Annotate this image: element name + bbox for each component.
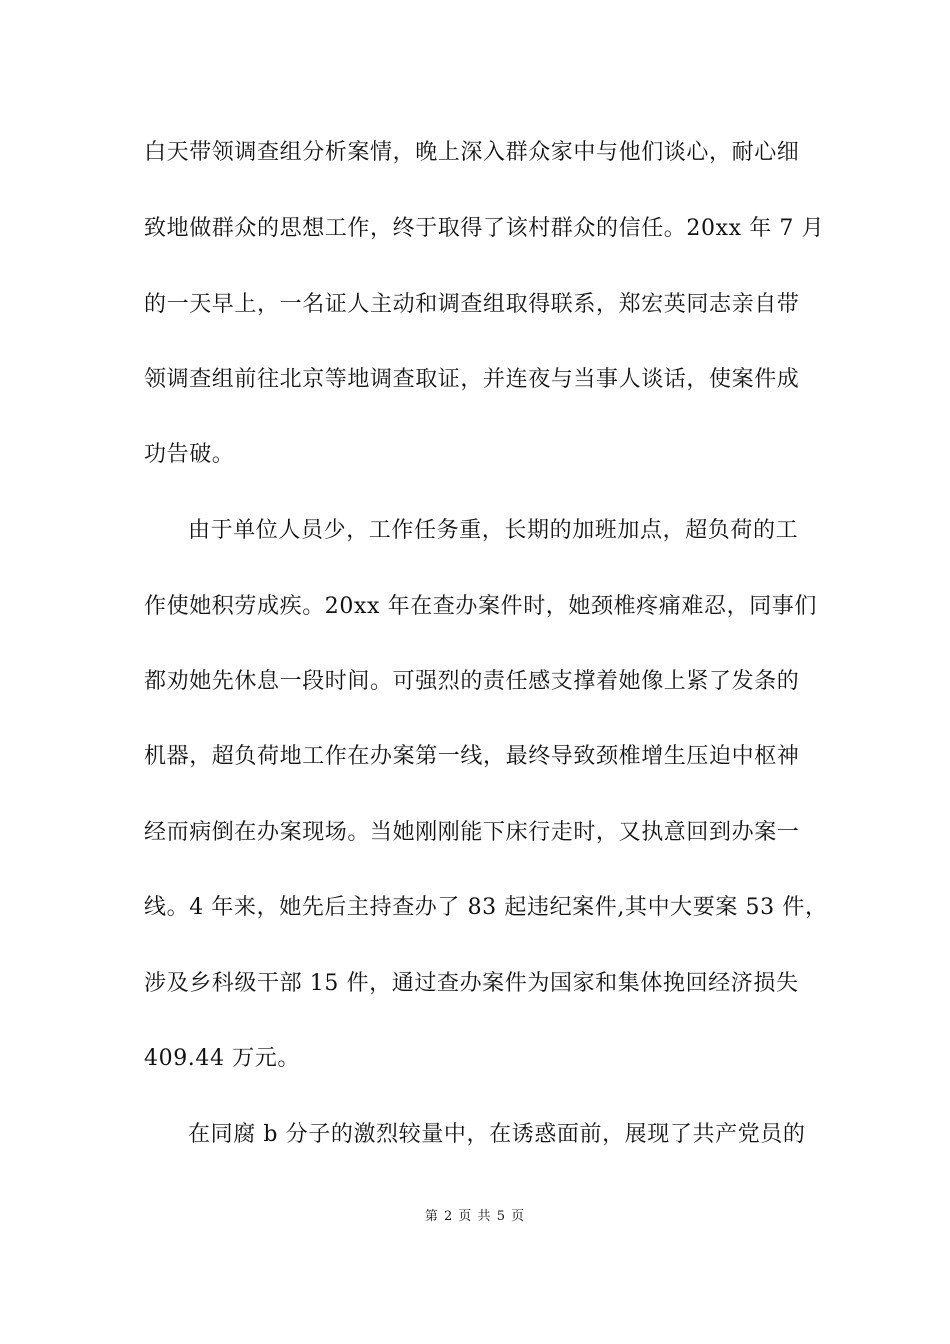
paragraph-line: 经而病倒在办案现场。当她刚刚能下床行走时，又执意回到办案一 (144, 820, 800, 845)
paragraph-line: 在同腐 b 分子的激烈较量中，在诱惑面前，展现了共产党员的 (188, 1122, 806, 1147)
paragraph-line: 都劝她先休息一段时间。可强烈的责任感支撑着她像上紧了发条的 (144, 669, 800, 694)
paragraph-line: 的一天早上，一名证人主动和调查组取得联系，郑宏英同志亲自带 (144, 292, 800, 317)
paragraph-line: 致地做群众的思想工作，终于取得了该村群众的信任。20xx 年 7 月 (144, 216, 825, 241)
paragraph-line: 功告破。 (144, 442, 235, 467)
paragraph-line: 机器，超负荷地工作在办案第一线，最终导致颈椎增生压迫中枢神 (144, 744, 800, 769)
paragraph-line: 涉及乡科级干部 15 件，通过查办案件为国家和集体挽回经济损失 (144, 971, 799, 996)
page-number-footer: 第 2 页 共 5 页 (424, 1209, 526, 1224)
paragraph-line: 作使她积劳成疾。20xx 年在查办案件时，她颈椎疼痛难忍，同事们 (144, 594, 818, 619)
paragraph-line: 由于单位人员少，工作任务重，长期的加班加点，超负荷的工 (188, 518, 799, 543)
paragraph-line: 领调查组前往北京等地调查取证，并连夜与当事人谈话，使案件成 (144, 367, 800, 392)
paragraph-line: 白天带领调查组分析案情，晚上深入群众家中与他们谈心，耐心细 (144, 140, 800, 165)
paragraph-line: 409.44 万元。 (144, 1046, 300, 1071)
paragraph-line: 线。4 年来，她先后主持查办了 83 起违纪案件,其中大要案 53 件， (144, 895, 828, 920)
